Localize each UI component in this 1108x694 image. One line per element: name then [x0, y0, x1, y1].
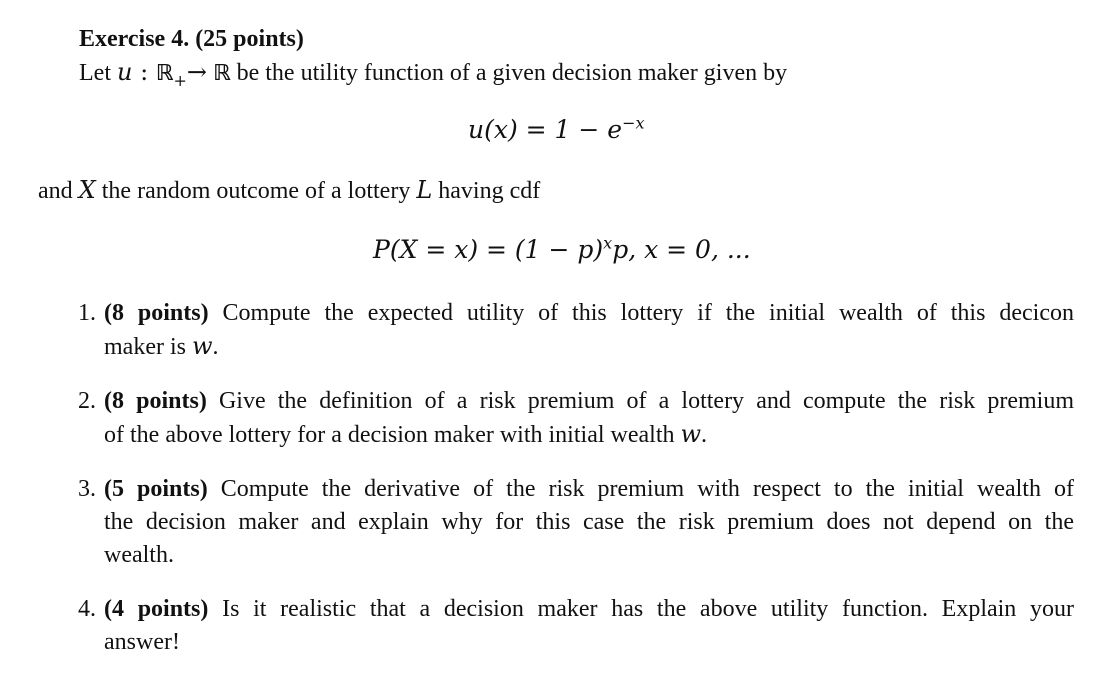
item-end: .	[212, 334, 219, 360]
cdf-eq-exponent: x	[603, 233, 613, 253]
exercise-title-text: Exercise 4. (25 points)	[79, 26, 304, 52]
middle-line	[38, 175, 540, 206]
intro-arrow: →	[186, 58, 207, 86]
cdf-eq-rhs: p, x = 0, ...	[612, 235, 751, 264]
intro-line	[79, 57, 787, 89]
item-points: (8 points)	[104, 388, 207, 414]
item-line	[104, 385, 1074, 418]
item-text: answer!	[104, 629, 180, 655]
item-var: w	[191, 332, 213, 360]
item-line	[104, 297, 1074, 330]
intro-real-set: ℝ	[155, 61, 174, 86]
item-body	[104, 297, 1074, 364]
item-text: Compute the expected utility of this lottery if the initial wealth of this decicon	[208, 300, 1074, 326]
item-points: (8 points)	[104, 300, 209, 326]
intro-u-var: u	[116, 58, 133, 86]
list-item	[66, 385, 1074, 451]
intro-plus-sub: +	[173, 70, 187, 90]
item-line	[104, 473, 1074, 506]
intro-let: Let	[79, 60, 111, 86]
list-item	[66, 473, 1074, 572]
item-var: w	[680, 420, 702, 448]
item-text: wealth.	[104, 542, 174, 568]
item-text: Is it realistic that a decision maker has the above utility function. Explain your	[208, 596, 1074, 622]
middle-text-b: the random outcome of a lottery	[95, 178, 417, 204]
item-end: .	[701, 422, 708, 448]
utility-eq-exponent: −x	[622, 113, 645, 133]
intro-rest: be the utility function of a given decision maker given by	[230, 60, 788, 86]
item-text: Give the definition of a risk premium of a lottery and compute the risk premium	[206, 388, 1075, 414]
item-number: 1.	[78, 300, 96, 326]
item-line	[104, 539, 1074, 572]
item-line	[104, 593, 1074, 626]
item-points: (4 points)	[104, 596, 209, 622]
utility-equation	[468, 114, 645, 146]
item-text: the decision maker and explain why for this case the risk premium does not depend on the	[104, 509, 1074, 535]
item-body	[104, 593, 1074, 659]
item-line	[104, 330, 1074, 364]
middle-X-var: X	[78, 176, 96, 204]
list-item	[66, 593, 1074, 659]
item-text: maker is	[104, 334, 192, 360]
list-item	[66, 297, 1074, 363]
item-number: 3.	[78, 476, 96, 502]
middle-text-a: and	[38, 178, 79, 204]
item-text: of the above lottery for a decision maker with initial wealth	[104, 422, 681, 448]
intro-real-set-2: ℝ	[212, 61, 231, 86]
item-line	[104, 418, 1074, 452]
item-body	[104, 385, 1074, 452]
item-body	[104, 473, 1074, 572]
item-line	[104, 626, 1074, 659]
utility-eq-lhs: u(x) = 1 − e	[468, 115, 623, 144]
cdf-equation	[373, 234, 751, 266]
cdf-eq-lhs: P(X = x) = (1 − p)	[373, 235, 604, 264]
intro-colon: :	[132, 58, 156, 86]
exercise-title	[79, 24, 304, 54]
item-points: (5 points)	[104, 476, 208, 502]
item-text: Compute the derivative of the risk premium with respect to the initial wealth of	[207, 476, 1074, 502]
item-number: 2.	[78, 388, 96, 414]
item-line	[104, 506, 1074, 539]
item-number: 4.	[78, 596, 96, 622]
middle-text-c: having cdf	[432, 178, 541, 204]
middle-L-var: L	[416, 176, 433, 204]
